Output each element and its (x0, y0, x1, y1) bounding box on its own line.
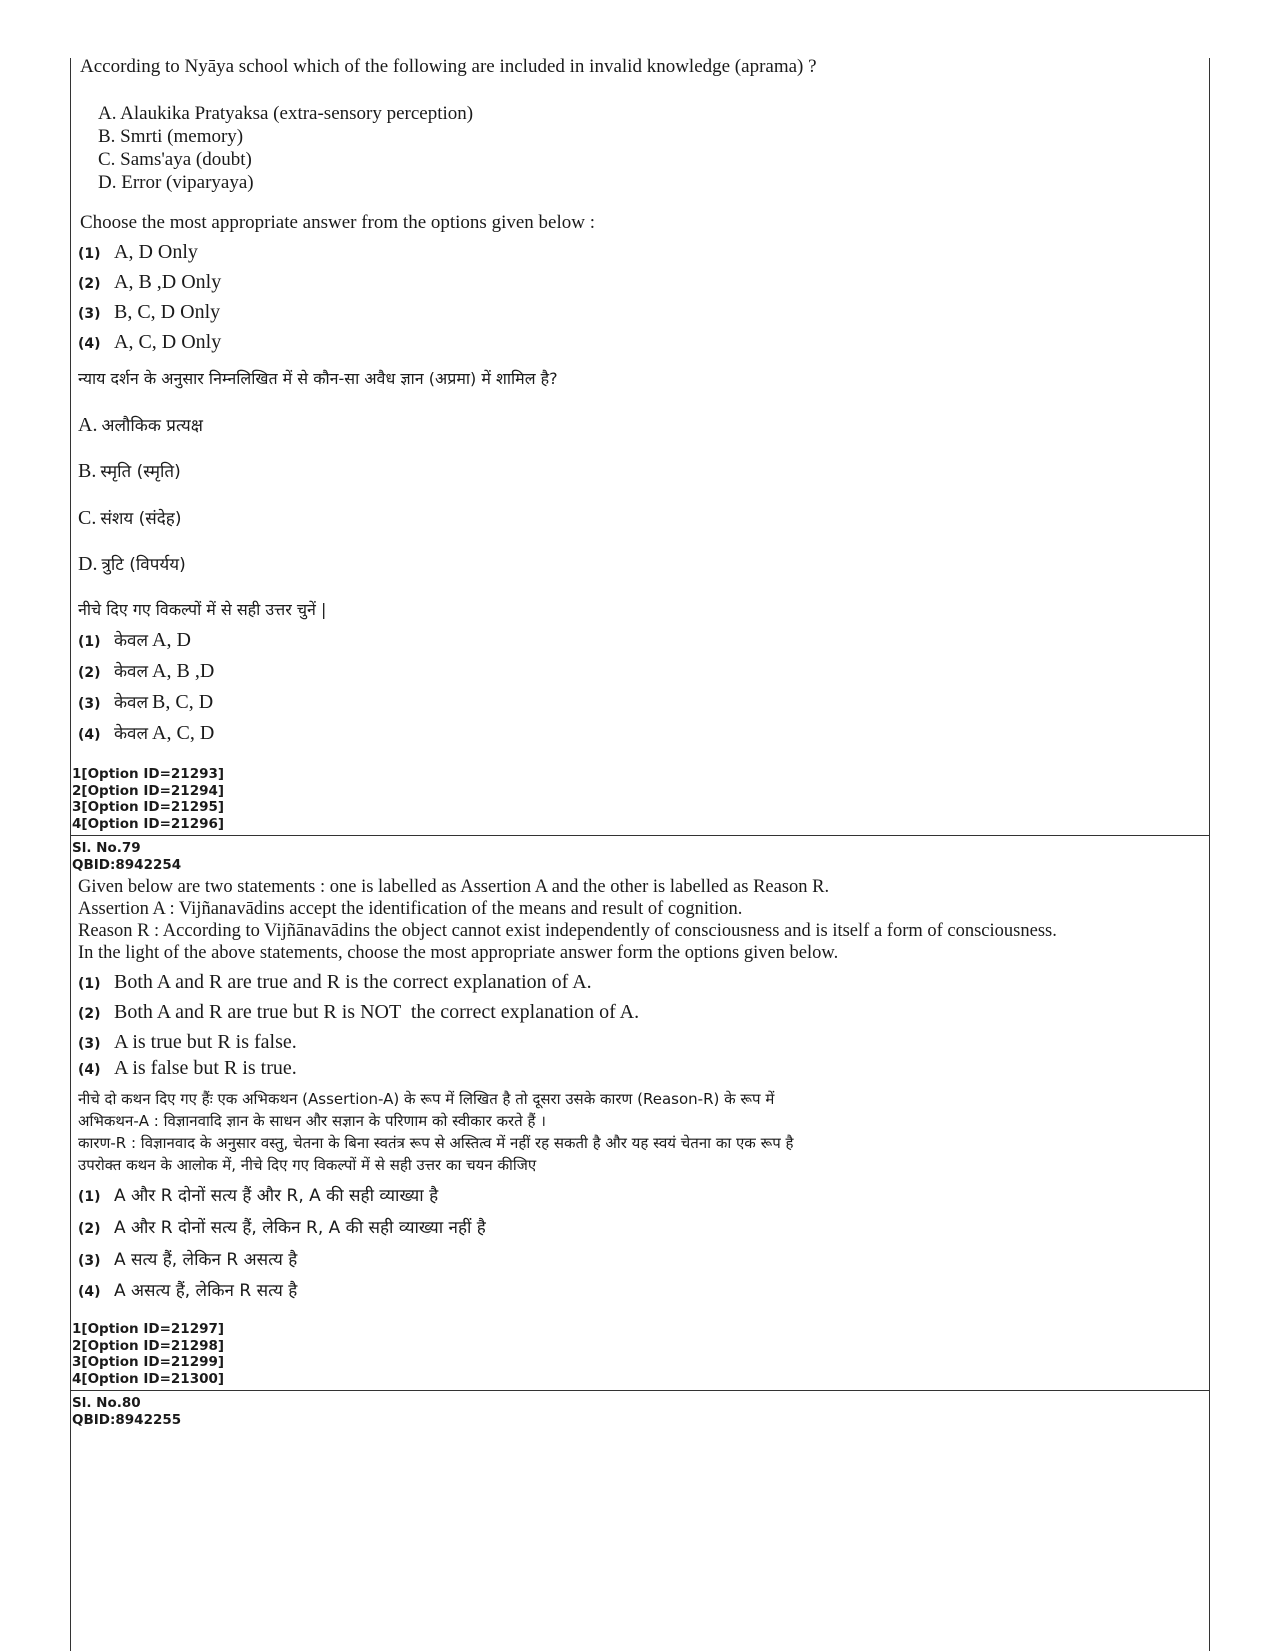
statement-b-hi: B. स्मृति (स्मृति) (78, 460, 181, 482)
statement-d: D. Error (viparyaya) (98, 172, 254, 193)
option-4[interactable] (78, 331, 221, 354)
option-text: B, C, D Only (114, 301, 221, 323)
statement-intro: Given below are two statements : one is labelled as Assertion A and the other is labelled as Reason R. (78, 877, 830, 897)
statement-list-79-en (78, 876, 1057, 964)
serial-number: Sl. No.80 (72, 1395, 141, 1411)
option-3-hi[interactable]: (3) केवल B, C, D (78, 691, 214, 713)
option-1-hi[interactable]: (1) केवल A, D (78, 629, 191, 651)
statement-prompt-hi: उपरोक्त कथन के आलोक में, नीचे दिए गए विकल्पों में से सही उत्तर का चयन कीजिए (78, 1156, 537, 1174)
statement-c-hi: C. संशय (संदेह) (78, 507, 182, 529)
option-id-list (72, 766, 224, 832)
option-4-hi[interactable]: (4) केवल A, C, D (78, 722, 215, 744)
option-1[interactable]: (1) Both A and R are true and R is the correct explanation of A. (78, 971, 592, 993)
option-id: 1[Option ID=21293] (72, 766, 225, 782)
option-id-list (72, 1321, 224, 1387)
divider (70, 835, 1210, 836)
option-4[interactable]: (4) A is false but R is true. (78, 1057, 297, 1079)
statement-b: B. Smrti (memory) (98, 126, 244, 147)
assertion: Assertion A : Vijñanavādins accept the identification of the means and result of cognition. (78, 899, 743, 919)
option-text: A, D Only (114, 241, 198, 263)
statement-a-hi: A. अलौकिक प्रत्यक्ष (78, 414, 203, 436)
option-id: 1[Option ID=21297] (72, 1321, 225, 1337)
option-3[interactable]: (3) A is true but R is false. (78, 1031, 297, 1053)
assertion-hi: अभिकथन-A : विज्ञानवादि ज्ञान के साधन और सज्ञान के परिणाम को स्वीकार करते हैं । (78, 1112, 546, 1130)
statement-list-en (98, 102, 473, 194)
reason: Reason R : According to Vijñānavādins the object cannot exist independently of consciousness and is itself a form of consciousness. (78, 921, 1057, 941)
option-3-hi[interactable]: (3) A सत्य हैं, लेकिन R असत्य है (78, 1250, 298, 1270)
option-1[interactable] (78, 241, 198, 264)
qbid: QBID:8942255 (72, 1411, 182, 1428)
question-78-text-en: According to Nyāya school which of the following are included in invalid knowledge (aprama) ? (80, 56, 817, 77)
option-text: A, C, D Only (114, 331, 222, 353)
option-2-hi[interactable]: (2) A और R दोनों सत्य हैं, लेकिन R, A की सही व्याख्या नहीं है (78, 1218, 486, 1238)
option-id: 2[Option ID=21294] (72, 782, 225, 799)
option-id: 4[Option ID=21296] (72, 815, 225, 832)
option-id: 3[Option ID=21295] (72, 799, 225, 815)
option-number: (1) (78, 246, 101, 262)
option-2-hi[interactable]: (2) केवल A, B ,D (78, 660, 215, 682)
statement-a: A. Alaukika Pratyaksa (extra-sensory perception) (98, 103, 474, 124)
page-frame (70, 58, 1210, 1651)
statement-intro-hi: नीचे दो कथन दिए गए हैंः एक अभिकथन (Assertion-A) के रूप में लिखित है तो दूसरा उसके कारण (Reason-R) के रूप में (78, 1090, 775, 1108)
option-number: (4) (78, 336, 101, 352)
reason-hi: कारण-R : विज्ञानवाद के अनुसार वस्तु, चेतना के बिना स्वतंत्र रूप से अस्तित्व में नहीं रह सकती है और यह स्वयं चेतना का एक रूप है (78, 1134, 794, 1152)
statement-list-79-hi (78, 1088, 793, 1176)
answer-prompt-hi: नीचे दिए गए विकल्पों में से सही उत्तर चुनें | (78, 600, 327, 619)
statement-prompt: In the light of the above statements, choose the most appropriate answer form the options given below. (78, 943, 839, 963)
option-2[interactable]: (2) Both A and R are true but R is NOT the correct explanation of A. (78, 1001, 640, 1023)
divider (70, 1390, 1210, 1391)
option-3[interactable] (78, 301, 220, 324)
question-78-text-hi: न्याय दर्शन के अनुसार निम्नलिखित में से कौन-सा अवैध ज्ञान (अप्रमा) में शामिल है? (78, 369, 558, 388)
option-1-hi[interactable]: (1) A और R दोनों सत्य हैं और R, A की सही व्याख्या है (78, 1186, 439, 1206)
qbid: QBID:8942254 (72, 856, 182, 873)
question-header-80 (72, 1395, 181, 1428)
statement-c: C. Sams'aya (doubt) (98, 149, 252, 170)
option-2[interactable] (78, 271, 221, 294)
option-number: (3) (78, 306, 101, 322)
option-id: 2[Option ID=21298] (72, 1337, 225, 1354)
option-id: 4[Option ID=21300] (72, 1370, 225, 1387)
option-4-hi[interactable]: (4) A असत्य हैं, लेकिन R सत्य है (78, 1281, 298, 1301)
option-number: (2) (78, 276, 101, 292)
option-text: A, B ,D Only (114, 271, 222, 293)
statement-d-hi: D. त्रुटि (विपर्यय) (78, 553, 186, 575)
option-id: 3[Option ID=21299] (72, 1354, 225, 1370)
serial-number: Sl. No.79 (72, 840, 141, 856)
question-header-79 (72, 840, 181, 873)
answer-prompt-en: Choose the most appropriate answer from the options given below : (80, 212, 596, 233)
